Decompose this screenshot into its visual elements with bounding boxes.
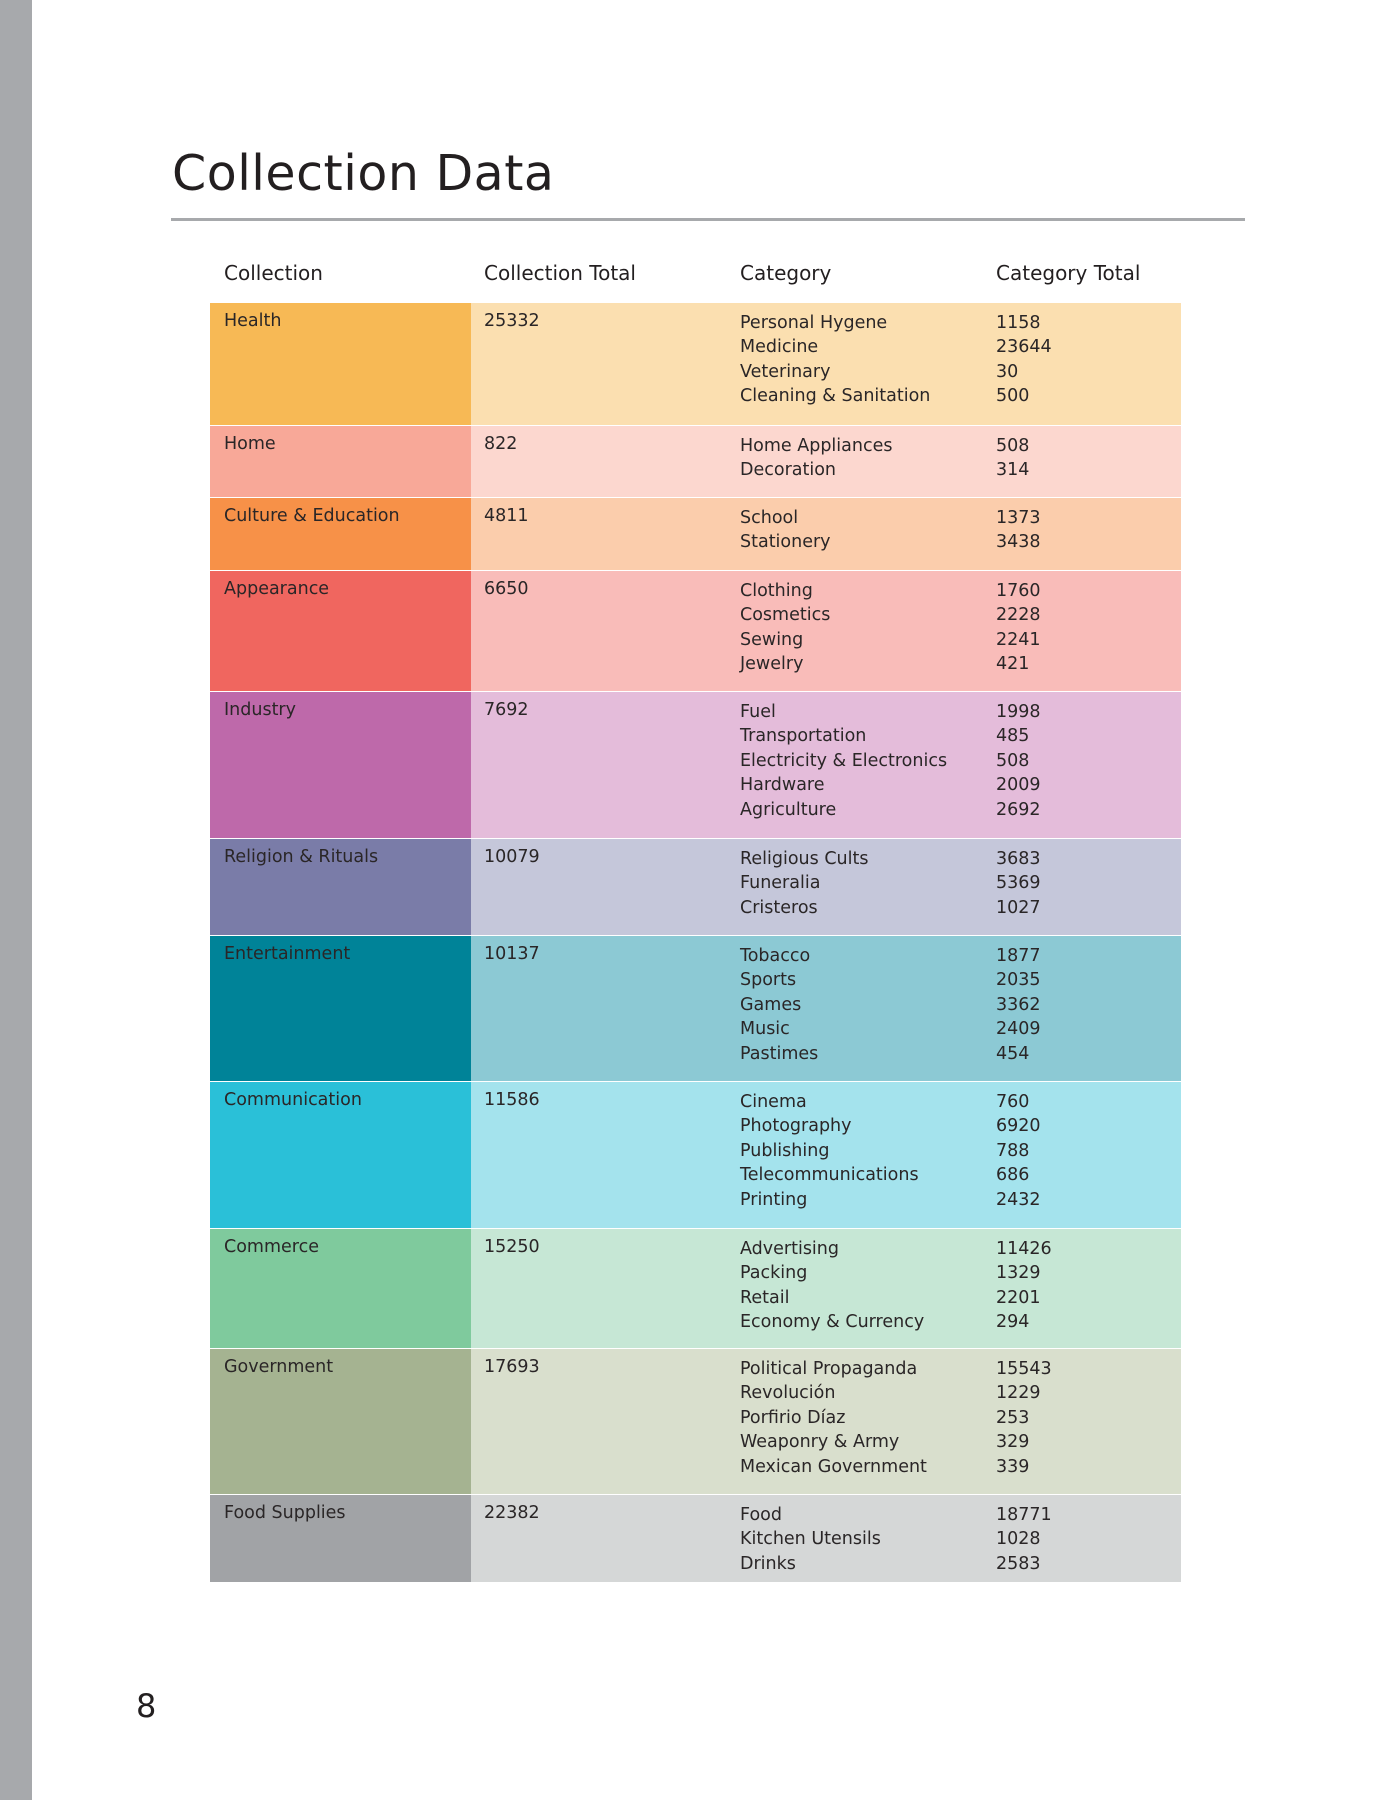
category-total-list — [996, 579, 1041, 677]
category-total: 2409 — [996, 1019, 1041, 1040]
category-name: Transportation — [740, 726, 867, 747]
category-total: 2035 — [996, 970, 1041, 991]
category-total: 2228 — [996, 605, 1041, 626]
category-name: Decoration — [740, 460, 837, 481]
category-total: 23644 — [996, 337, 1052, 358]
category-list — [740, 1357, 927, 1479]
collection-name: Culture & Education — [224, 506, 400, 526]
category-total-list — [996, 847, 1041, 920]
category-total: 15543 — [996, 1359, 1052, 1379]
category-total-list — [996, 434, 1029, 483]
title-divider — [171, 218, 1245, 221]
header-category: Category — [740, 261, 832, 285]
category-total-list — [996, 1090, 1041, 1212]
category-list — [740, 506, 831, 555]
category-name: Agriculture — [740, 799, 837, 820]
category-name: Games — [740, 994, 802, 1015]
collection-table — [210, 303, 1181, 1582]
category-name: Veterinary — [740, 361, 831, 382]
collection-total: 15250 — [484, 1237, 540, 1257]
category-total: 329 — [996, 1432, 1030, 1453]
category-name: Porfirio Díaz — [740, 1407, 846, 1428]
category-total: 2241 — [996, 629, 1041, 650]
table-row — [210, 303, 1181, 426]
category-total: 2009 — [996, 775, 1041, 796]
collection-name: Commerce — [224, 1237, 319, 1257]
category-total: 1373 — [996, 508, 1041, 528]
category-list — [740, 700, 947, 822]
category-total: 30 — [996, 361, 1019, 382]
category-list — [740, 1237, 924, 1335]
category-name: Cleaning & Sanitation — [740, 386, 931, 407]
category-name: Retail — [740, 1287, 790, 1308]
category-total: 2692 — [996, 799, 1041, 820]
category-total-list — [996, 1237, 1052, 1335]
category-total: 253 — [996, 1407, 1030, 1428]
collection-total: 822 — [484, 434, 518, 454]
category-name: Sports — [740, 970, 797, 991]
category-name: Jewelry — [740, 654, 804, 675]
category-name: Tobacco — [740, 946, 811, 966]
category-name: Hardware — [740, 775, 825, 796]
collection-name: Religion & Rituals — [224, 847, 379, 867]
category-name: Revolución — [740, 1383, 836, 1404]
category-name: Clothing — [740, 581, 813, 601]
header-collection: Collection — [224, 261, 323, 285]
category-list — [740, 434, 892, 483]
category-total: 2201 — [996, 1287, 1041, 1308]
category-name: Cinema — [740, 1092, 807, 1112]
category-name: Personal Hygene — [740, 313, 888, 333]
category-total: 500 — [996, 386, 1030, 407]
category-name: Medicine — [740, 337, 819, 358]
category-name: Religious Cults — [740, 849, 869, 869]
category-total: 1028 — [996, 1529, 1041, 1550]
category-name: Mexican Government — [740, 1456, 927, 1477]
category-total: 294 — [996, 1312, 1030, 1333]
category-list — [740, 944, 818, 1066]
category-total: 2583 — [996, 1553, 1041, 1574]
category-total: 3362 — [996, 994, 1041, 1015]
category-total: 1329 — [996, 1263, 1041, 1284]
category-total-list — [996, 944, 1041, 1066]
collection-total: 7692 — [484, 700, 529, 720]
table-row — [210, 936, 1181, 1082]
category-name: Economy & Currency — [740, 1312, 925, 1333]
category-name: Advertising — [740, 1239, 839, 1259]
collection-name: Industry — [224, 700, 296, 720]
collection-name: Communication — [224, 1090, 362, 1110]
collection-total: 17693 — [484, 1357, 540, 1377]
category-name: Home Appliances — [740, 436, 893, 456]
collection-total: 11586 — [484, 1090, 540, 1110]
category-name: Telecommunications — [740, 1165, 919, 1186]
category-total: 1877 — [996, 946, 1041, 966]
table-row — [210, 692, 1181, 839]
category-list — [740, 1503, 881, 1576]
collection-name: Government — [224, 1357, 334, 1377]
category-list — [740, 579, 830, 677]
category-total: 760 — [996, 1092, 1030, 1112]
collection-name: Food Supplies — [224, 1503, 346, 1523]
category-total: 421 — [996, 654, 1030, 675]
category-total: 1158 — [996, 313, 1041, 333]
category-total: 508 — [996, 436, 1030, 456]
collection-name: Health — [224, 311, 282, 331]
page-spine-bar — [0, 0, 32, 1800]
collection-total: 10137 — [484, 944, 540, 964]
category-name: Electricity & Electronics — [740, 750, 948, 771]
category-total: 3438 — [996, 532, 1041, 553]
category-total: 3683 — [996, 849, 1041, 869]
category-total: 18771 — [996, 1505, 1052, 1525]
category-total-list — [996, 1357, 1052, 1479]
collection-name: Home — [224, 434, 276, 454]
collection-total: 22382 — [484, 1503, 540, 1523]
category-total-list — [996, 1503, 1052, 1576]
category-name: Printing — [740, 1189, 808, 1210]
category-name: Drinks — [740, 1553, 796, 1574]
category-total: 314 — [996, 460, 1030, 481]
category-name: Pastimes — [740, 1043, 819, 1064]
category-name: Stationery — [740, 532, 831, 553]
category-total: 11426 — [996, 1239, 1052, 1259]
collection-total: 25332 — [484, 311, 540, 331]
page-number: 8 — [136, 1687, 157, 1725]
header-collection-total: Collection Total — [484, 261, 636, 285]
page-title: Collection Data — [172, 145, 555, 202]
category-total-list — [996, 700, 1041, 822]
table-row — [210, 839, 1181, 936]
table-row — [210, 1495, 1181, 1582]
category-total: 1760 — [996, 581, 1041, 601]
category-list — [740, 311, 930, 409]
collection-name: Appearance — [224, 579, 330, 599]
category-name: Food — [740, 1505, 782, 1525]
table-row — [210, 1229, 1181, 1349]
category-total: 1229 — [996, 1383, 1041, 1404]
collection-name: Entertainment — [224, 944, 351, 964]
collection-detail-band — [471, 936, 1181, 1081]
category-name: Packing — [740, 1263, 808, 1284]
category-total: 6920 — [996, 1116, 1041, 1137]
table-row — [210, 498, 1181, 571]
category-name: Political Propaganda — [740, 1359, 918, 1379]
category-list — [740, 847, 868, 920]
category-name: Funeralia — [740, 873, 821, 894]
category-total: 5369 — [996, 873, 1041, 894]
category-total: 2432 — [996, 1189, 1041, 1210]
table-row — [210, 1082, 1181, 1229]
category-name: Publishing — [740, 1140, 830, 1161]
category-total: 454 — [996, 1043, 1030, 1064]
category-name: Cosmetics — [740, 605, 831, 626]
category-total: 686 — [996, 1165, 1030, 1186]
category-total: 485 — [996, 726, 1030, 747]
category-total-list — [996, 506, 1041, 555]
category-name: Photography — [740, 1116, 852, 1137]
category-total: 788 — [996, 1140, 1030, 1161]
category-name: School — [740, 508, 799, 528]
category-total: 1998 — [996, 702, 1041, 722]
collection-total: 6650 — [484, 579, 529, 599]
category-total: 1027 — [996, 897, 1041, 918]
category-name: Fuel — [740, 702, 776, 722]
category-total-list — [996, 311, 1052, 409]
collection-total: 10079 — [484, 847, 540, 867]
table-row — [210, 426, 1181, 498]
category-name: Music — [740, 1019, 790, 1040]
table-row — [210, 571, 1181, 692]
category-name: Cristeros — [740, 897, 818, 918]
table-header-row — [210, 258, 1180, 288]
category-total: 508 — [996, 750, 1030, 771]
collection-total: 4811 — [484, 506, 529, 526]
table-row — [210, 1349, 1181, 1495]
category-name: Sewing — [740, 629, 804, 650]
category-name: Kitchen Utensils — [740, 1529, 881, 1550]
category-list — [740, 1090, 919, 1212]
header-category-total: Category Total — [996, 261, 1141, 285]
category-total: 339 — [996, 1456, 1030, 1477]
category-name: Weaponry & Army — [740, 1432, 900, 1453]
